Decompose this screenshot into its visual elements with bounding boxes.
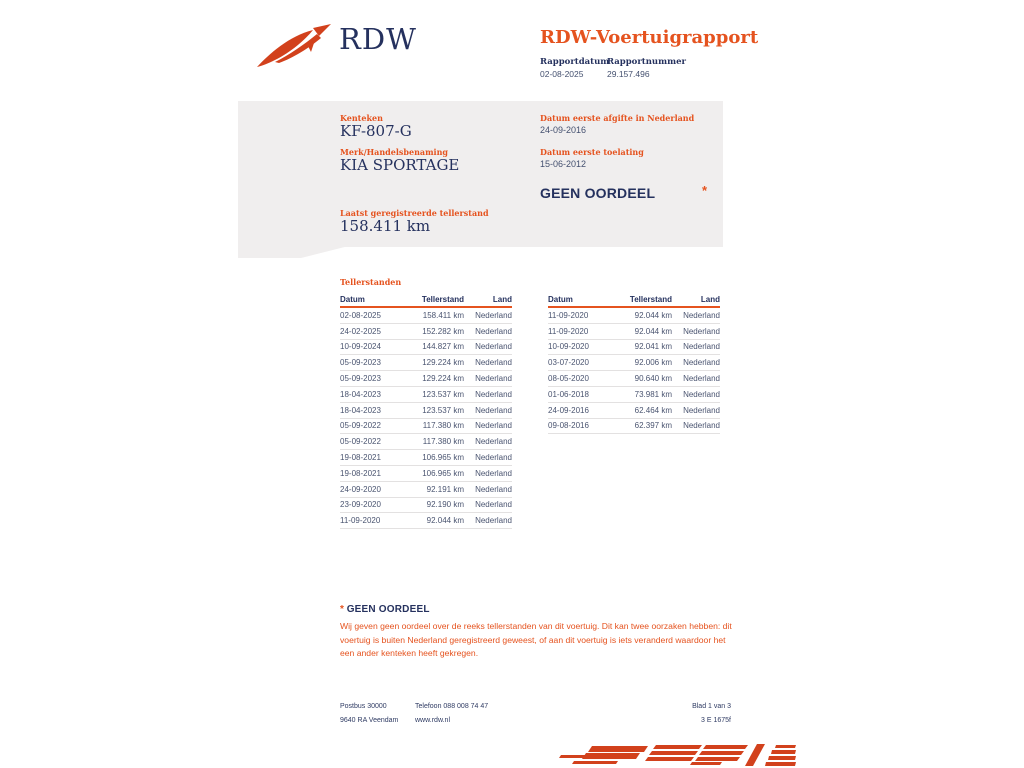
cell-land: Nederland — [475, 389, 512, 399]
cell-land: Nederland — [475, 342, 512, 352]
cell-datum: 01-06-2018 — [548, 389, 589, 399]
note-asterisk: * — [340, 604, 344, 615]
cell-tellerstand: 117.380 km — [422, 437, 464, 447]
table-row — [548, 371, 720, 387]
cell-datum: 18-04-2023 — [340, 389, 381, 399]
cell-land: Nederland — [683, 342, 720, 352]
oordeel-value: GEEN OORDEEL — [540, 185, 656, 201]
table-row — [548, 308, 720, 324]
cell-datum: 19-08-2021 — [340, 453, 381, 463]
table-row — [340, 466, 512, 482]
cell-land: Nederland — [475, 453, 512, 463]
cell-land: Nederland — [683, 358, 720, 368]
cell-land: Nederland — [683, 405, 720, 415]
cell-tellerstand: 123.537 km — [422, 389, 464, 399]
table-row — [548, 419, 720, 435]
oordeel-asterisk: * — [702, 183, 708, 198]
cell-land: Nederland — [475, 326, 512, 336]
cell-tellerstand: 92.044 km — [634, 310, 672, 320]
cell-tellerstand: 92.191 km — [426, 484, 464, 494]
cell-tellerstand: 129.224 km — [422, 358, 464, 368]
cell-tellerstand: 129.224 km — [422, 374, 464, 384]
cell-land: Nederland — [475, 516, 512, 526]
cell-datum: 10-09-2024 — [340, 342, 381, 352]
table-row — [340, 513, 512, 529]
footer-address-line1: Postbus 30000 — [340, 703, 387, 710]
cell-tellerstand: 92.041 km — [634, 342, 672, 352]
rdw-stripes-graphic — [540, 742, 796, 768]
cell-land: Nederland — [683, 310, 720, 320]
table-row — [340, 434, 512, 450]
cell-datum: 19-08-2021 — [340, 468, 381, 478]
table-header-row — [340, 291, 512, 308]
footer-form-code: 3 E 1675f — [701, 717, 731, 724]
col-header-tellerstand: Tellerstand — [421, 295, 464, 304]
note-heading — [340, 604, 430, 615]
cell-datum: 11-09-2020 — [548, 326, 589, 336]
cell-datum: 05-09-2023 — [340, 374, 381, 384]
cell-tellerstand: 92.044 km — [634, 326, 672, 336]
cell-tellerstand: 106.965 km — [422, 468, 464, 478]
tellerstanden-title: Tellerstanden — [340, 277, 402, 287]
table-header-row — [548, 291, 720, 308]
kenteken-label: Kenteken — [340, 113, 383, 123]
note-heading-text: GEEN OORDEEL — [346, 604, 430, 615]
note-body: Wij geven geen oordeel over de reeks tellerstanden van dit voertuig. Dit kan twee oorzaken hebben: dit voertuig is buiten Nederland geregistreerd geweest, of aan dit voertuig is iets veranderd waardoor het een ander kenteken heeft gekregen. — [340, 621, 732, 659]
rdw-logo-icon — [255, 22, 333, 70]
cell-land: Nederland — [683, 326, 720, 336]
table-row — [340, 482, 512, 498]
rapportdatum-label: Rapportdatum — [540, 57, 610, 67]
table-row — [340, 371, 512, 387]
cell-tellerstand: 106.965 km — [422, 453, 464, 463]
tellerstanden-table-left — [340, 291, 512, 529]
cell-datum: 02-08-2025 — [340, 310, 381, 320]
cell-land: Nederland — [475, 500, 512, 510]
table-row — [340, 387, 512, 403]
cell-tellerstand: 92.190 km — [426, 500, 464, 510]
cell-datum: 08-05-2020 — [548, 374, 589, 384]
rdw-logo-text: RDW — [339, 22, 417, 56]
footer-address-line2: 9640 RA Veendam — [340, 717, 399, 724]
kenteken-value: KF-807-G — [340, 122, 412, 140]
table-row — [340, 355, 512, 371]
eerste-afgifte-value: 24-09-2016 — [540, 125, 587, 135]
cell-land: Nederland — [475, 468, 512, 478]
table-row — [340, 403, 512, 419]
cell-land: Nederland — [475, 358, 512, 368]
col-header-tellerstand: Tellerstand — [629, 295, 672, 304]
cell-land: Nederland — [683, 421, 720, 431]
table-row — [548, 340, 720, 356]
table-row — [340, 450, 512, 466]
cell-tellerstand: 73.981 km — [634, 389, 672, 399]
merk-value: KIA SPORTAGE — [340, 156, 460, 174]
cell-datum: 24-09-2016 — [548, 405, 589, 415]
col-header-land: Land — [700, 295, 720, 304]
table-row — [340, 324, 512, 340]
merk-label: Merk/Handelsbenaming — [340, 147, 449, 157]
table-row — [548, 403, 720, 419]
cell-datum: 09-08-2016 — [548, 421, 589, 431]
table-row — [548, 355, 720, 371]
vehicle-summary-panel — [238, 101, 723, 258]
table-row — [548, 387, 720, 403]
table-row — [340, 340, 512, 356]
cell-land: Nederland — [683, 389, 720, 399]
cell-datum: 05-09-2022 — [340, 421, 381, 431]
cell-land: Nederland — [475, 437, 512, 447]
tellerstanden-table-right — [548, 291, 720, 434]
rapportnummer-value: 29.157.496 — [607, 69, 650, 79]
col-header-datum: Datum — [548, 295, 573, 304]
cell-tellerstand: 92.006 km — [634, 358, 672, 368]
laatste-tellerstand-label: Laatst geregistreerde tellerstand — [340, 208, 489, 218]
cell-land: Nederland — [475, 421, 512, 431]
cell-land: Nederland — [475, 374, 512, 384]
table-row — [340, 308, 512, 324]
footer-page-number: Blad 1 van 3 — [692, 703, 731, 710]
cell-land: Nederland — [475, 310, 512, 320]
table-row — [548, 324, 720, 340]
report-title: RDW-Voertuigrapport — [540, 27, 759, 48]
cell-tellerstand: 158.411 km — [422, 310, 464, 320]
cell-datum: 18-04-2023 — [340, 405, 381, 415]
eerste-afgifte-label: Datum eerste afgifte in Nederland — [540, 113, 695, 123]
footer-phone: Telefoon 088 008 74 47 — [415, 703, 489, 710]
eerste-toelating-label: Datum eerste toelating — [540, 147, 644, 157]
cell-land: Nederland — [683, 374, 720, 384]
table-row — [340, 419, 512, 435]
cell-datum: 11-09-2020 — [548, 310, 589, 320]
eerste-toelating-value: 15-06-2012 — [540, 159, 587, 169]
rapportnummer-label: Rapportnummer — [607, 57, 686, 67]
cell-datum: 23-09-2020 — [340, 500, 381, 510]
cell-tellerstand: 62.397 km — [634, 421, 672, 431]
cell-land: Nederland — [475, 405, 512, 415]
col-header-datum: Datum — [340, 295, 365, 304]
cell-datum: 11-09-2020 — [340, 516, 381, 526]
table-row — [340, 498, 512, 514]
laatste-tellerstand-value: 158.411 km — [340, 217, 431, 235]
cell-datum: 03-07-2020 — [548, 358, 589, 368]
cell-datum: 24-09-2020 — [340, 484, 381, 494]
footer-website: www.rdw.nl — [415, 717, 451, 724]
cell-tellerstand: 123.537 km — [422, 405, 464, 415]
cell-land: Nederland — [475, 484, 512, 494]
cell-tellerstand: 144.827 km — [422, 342, 464, 352]
cell-tellerstand: 62.464 km — [634, 405, 672, 415]
cell-tellerstand: 117.380 km — [422, 421, 464, 431]
col-header-land: Land — [492, 295, 512, 304]
cell-tellerstand: 90.640 km — [634, 374, 672, 384]
cell-datum: 05-09-2023 — [340, 358, 381, 368]
cell-datum: 24-02-2025 — [340, 326, 381, 336]
cell-tellerstand: 92.044 km — [426, 516, 464, 526]
cell-datum: 05-09-2022 — [340, 437, 381, 447]
cell-datum: 10-09-2020 — [548, 342, 589, 352]
cell-tellerstand: 152.282 km — [422, 326, 464, 336]
rapportdatum-value: 02-08-2025 — [540, 69, 584, 79]
